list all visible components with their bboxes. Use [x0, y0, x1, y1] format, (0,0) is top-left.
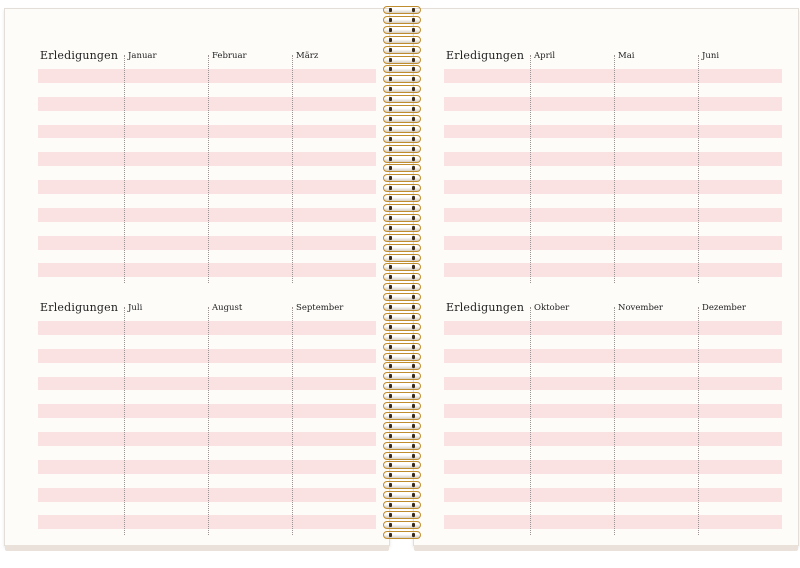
task-row [444, 321, 782, 335]
spiral-coil [383, 293, 421, 302]
spiral-coil [383, 452, 421, 461]
spiral-coil [383, 392, 421, 401]
spiral-coil [383, 85, 421, 94]
task-row [38, 349, 376, 363]
spiral-coil [383, 362, 421, 371]
month-label-juni: Juni [702, 51, 720, 61]
task-row [444, 418, 782, 432]
column-divider [698, 55, 699, 283]
spiral-coil [383, 214, 421, 223]
right-page [413, 8, 799, 546]
spiral-coil [383, 372, 421, 381]
task-row [38, 166, 376, 180]
month-label-januar: Januar [128, 51, 157, 61]
quarter-title: Erledigungen [40, 49, 119, 62]
spiral-coil [383, 125, 421, 134]
spiral-coil [383, 442, 421, 451]
task-row [38, 97, 376, 111]
spiral-coil [383, 402, 421, 411]
task-row [38, 222, 376, 236]
task-row [444, 250, 782, 264]
month-label-juli: Juli [128, 303, 143, 313]
quarter-title: Erledigungen [40, 301, 119, 314]
spiral-coil [383, 234, 421, 243]
task-row [38, 208, 376, 222]
column-divider [208, 307, 209, 535]
task-row [38, 390, 376, 404]
spiral-coil [383, 16, 421, 25]
spiral-coil [383, 323, 421, 332]
task-rows [38, 69, 376, 277]
spiral-coil [383, 26, 421, 35]
task-row [444, 125, 782, 139]
spiral-coil [383, 422, 421, 431]
spiral-binding [377, 6, 427, 546]
task-row [444, 152, 782, 166]
task-rows [444, 69, 782, 277]
spiral-coil [383, 6, 421, 15]
spiral-coil [383, 244, 421, 253]
month-label-februar: Februar [212, 51, 247, 61]
quarter-table-oct-dec [444, 301, 782, 536]
task-row [38, 404, 376, 418]
task-row [444, 404, 782, 418]
task-row [38, 502, 376, 516]
task-row [444, 390, 782, 404]
spiral-coil [383, 511, 421, 520]
quarter-table-apr-jun [444, 49, 782, 284]
task-row [38, 488, 376, 502]
task-row [444, 166, 782, 180]
left-page [4, 8, 390, 546]
task-row [444, 97, 782, 111]
month-label-april: April [534, 51, 556, 61]
spiral-coil [383, 194, 421, 203]
quarter-header [38, 301, 376, 319]
spiral-coil [383, 273, 421, 282]
spiral-coil [383, 46, 421, 55]
task-row [38, 152, 376, 166]
task-rows [38, 321, 376, 529]
spiral-coil [383, 65, 421, 74]
task-row [444, 488, 782, 502]
column-divider [292, 55, 293, 283]
spiral-coil [383, 75, 421, 84]
spiral-coil [383, 135, 421, 144]
spiral-coil [383, 521, 421, 530]
task-row [38, 474, 376, 488]
column-divider [614, 55, 615, 283]
task-row [38, 263, 376, 277]
spiral-coil [383, 224, 421, 233]
task-row [38, 377, 376, 391]
task-row [444, 446, 782, 460]
task-row [38, 418, 376, 432]
spiral-coil [383, 95, 421, 104]
quarter-title: Erledigungen [446, 301, 525, 314]
month-label-dezember: Dezember [702, 303, 746, 313]
task-row [38, 69, 376, 83]
task-row [38, 321, 376, 335]
task-row [444, 335, 782, 349]
spiral-coil [383, 184, 421, 193]
spiral-coil [383, 105, 421, 114]
task-row [38, 194, 376, 208]
spiral-coil [383, 283, 421, 292]
quarter-table-jan-mar [38, 49, 376, 284]
task-row [38, 180, 376, 194]
task-row [444, 502, 782, 516]
spiral-coil [383, 333, 421, 342]
task-row [38, 125, 376, 139]
task-row [444, 263, 782, 277]
spiral-coil [383, 531, 421, 540]
spiral-coil [383, 164, 421, 173]
column-divider [530, 307, 531, 535]
spiral-coil [383, 343, 421, 352]
task-row [38, 363, 376, 377]
quarter-header [444, 49, 782, 67]
task-row [444, 194, 782, 208]
task-row [38, 111, 376, 125]
spiral-coil [383, 174, 421, 183]
spiral-coil [383, 471, 421, 480]
spiral-coil [383, 353, 421, 362]
task-row [444, 432, 782, 446]
task-row [38, 138, 376, 152]
task-row [444, 83, 782, 97]
spiral-coil [383, 491, 421, 500]
spiral-coil [383, 254, 421, 263]
task-row [444, 69, 782, 83]
quarter-header [444, 301, 782, 319]
task-row [444, 180, 782, 194]
task-row [38, 83, 376, 97]
task-row [444, 138, 782, 152]
task-row [444, 236, 782, 250]
quarter-header [38, 49, 376, 67]
spiral-coil [383, 432, 421, 441]
column-divider [698, 307, 699, 535]
column-divider [530, 55, 531, 283]
task-row [38, 515, 376, 529]
task-row [444, 460, 782, 474]
spiral-coil [383, 263, 421, 272]
column-divider [208, 55, 209, 283]
spiral-coil [383, 204, 421, 213]
column-divider [124, 55, 125, 283]
month-label-september: September [296, 303, 344, 313]
spiral-coil [383, 481, 421, 490]
task-row [444, 222, 782, 236]
column-divider [124, 307, 125, 535]
spiral-coil [383, 145, 421, 154]
column-divider [292, 307, 293, 535]
task-row [444, 349, 782, 363]
spiral-coil [383, 313, 421, 322]
month-label-mai: Mai [618, 51, 635, 61]
column-divider [614, 307, 615, 535]
task-rows [444, 321, 782, 529]
task-row [444, 111, 782, 125]
task-row [444, 474, 782, 488]
task-row [444, 208, 782, 222]
spiral-coil [383, 501, 421, 510]
task-row [38, 432, 376, 446]
task-row [38, 335, 376, 349]
spiral-coil [383, 115, 421, 124]
month-label-maerz: März [296, 51, 319, 61]
task-row [444, 377, 782, 391]
month-label-august: August [212, 303, 243, 313]
quarter-title: Erledigungen [446, 49, 525, 62]
task-row [38, 236, 376, 250]
spiral-coil [383, 461, 421, 470]
task-row [444, 363, 782, 377]
task-row [38, 446, 376, 460]
spiral-coil [383, 36, 421, 45]
spiral-coil [383, 412, 421, 421]
month-label-november: November [618, 303, 663, 313]
task-row [38, 460, 376, 474]
month-label-oktober: Oktober [534, 303, 570, 313]
task-row [444, 515, 782, 529]
task-row [38, 250, 376, 264]
quarter-table-jul-sep [38, 301, 376, 536]
spiral-coil [383, 303, 421, 312]
spiral-coil [383, 155, 421, 164]
spiral-coil [383, 56, 421, 65]
spiral-coil [383, 382, 421, 391]
